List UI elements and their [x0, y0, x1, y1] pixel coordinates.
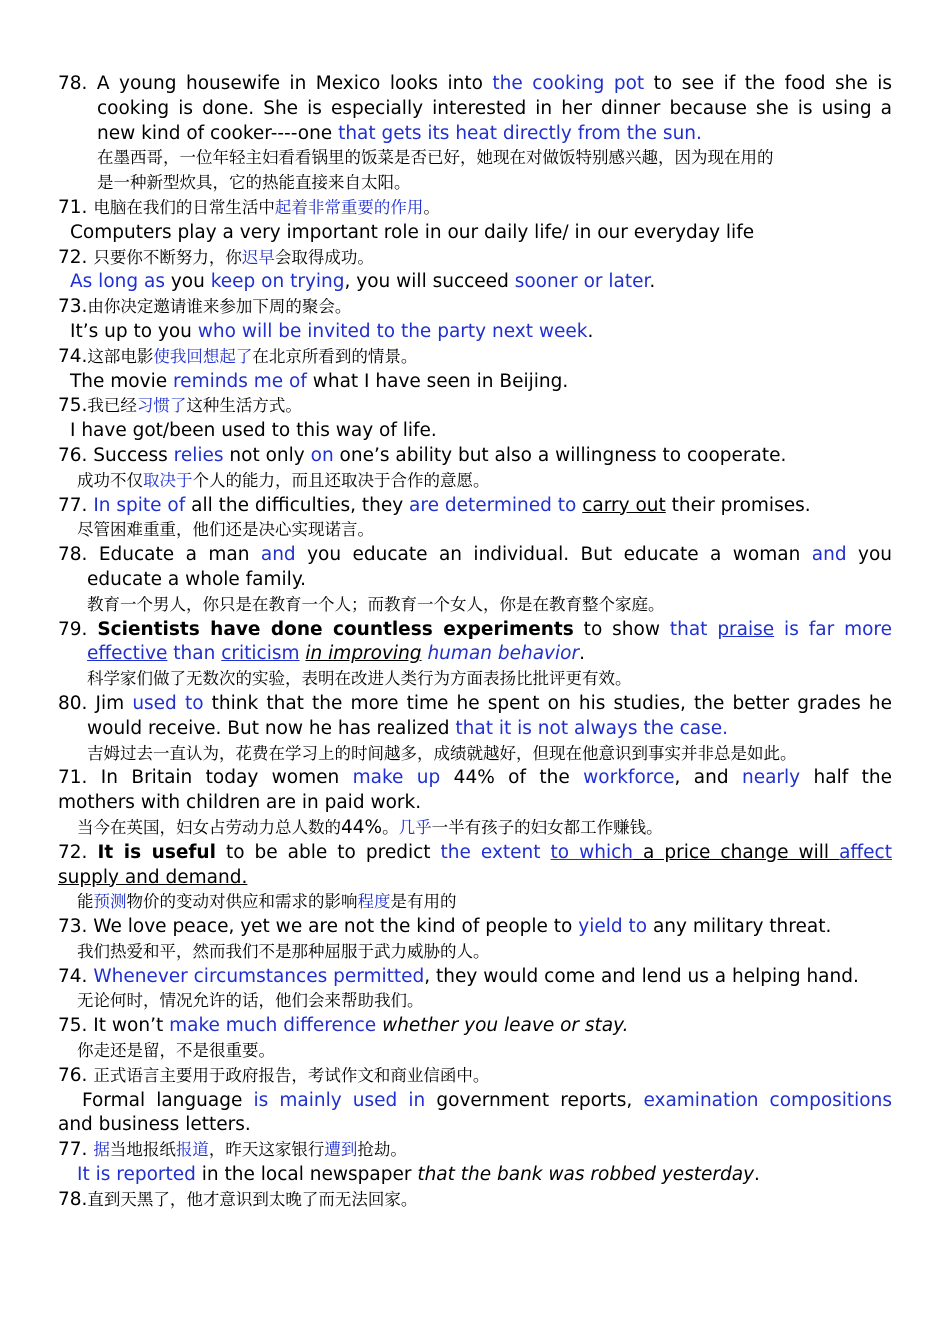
text-segment: a price change will [633, 841, 840, 863]
text-line [58, 72, 892, 97]
highlighted-phrase: 起着非常重要的作用 [274, 197, 424, 217]
text-segment: Formal language [82, 1089, 254, 1111]
text-line [58, 1113, 892, 1138]
text-segment: I have got/been used to this way of life. [70, 420, 437, 442]
text-segment: 73. We love peace, yet we are not the kind of people to [58, 916, 579, 938]
highlighted-phrase: the extent [440, 841, 541, 863]
text-segment: 成功不仅 [77, 470, 143, 490]
text-line [58, 1138, 892, 1163]
text-segment: 个人的能力，而且还取决于合作的意愿。 [192, 470, 490, 490]
text-segment: you educate an individual. But educate a woman [295, 544, 812, 566]
text-segment: 只要你不断努力，你 [93, 247, 242, 267]
text-segment: 44% [341, 816, 383, 838]
text-line [58, 1089, 892, 1114]
text-segment: , they would come and lend us a helping hand. [424, 965, 859, 987]
text-line [58, 742, 892, 767]
text-segment: 抢劫。 [357, 1140, 407, 1160]
text-segment: 电脑在我们的日常生活中 [93, 197, 275, 217]
highlighted-phrase: to which [550, 841, 634, 863]
highlighted-phrase: is far more [774, 618, 892, 640]
text-line [58, 97, 892, 122]
text-segment: 能 [77, 892, 94, 912]
text-line [58, 791, 892, 816]
highlighted-phrase: examination compositions [643, 1089, 892, 1111]
text-segment: 科学家们做了无数次的实验，表明在改进人类行为方面表扬比批评更有效。 [87, 669, 632, 689]
text-line [58, 1014, 892, 1039]
text-line [58, 866, 892, 891]
text-segment: 由你决定邀请谁来参加下周的聚会。 [87, 297, 352, 317]
text-line [58, 494, 892, 519]
highlighted-phrase: that gets its heat directly from the sun. [338, 122, 702, 144]
text-segment: 77. [58, 1139, 94, 1161]
text-segment: 74. [58, 965, 94, 987]
text-line [58, 370, 892, 395]
text-segment: 当地报纸 [109, 1140, 176, 1160]
text-segment: 71. In Britain today women [58, 767, 353, 789]
text-segment: 76. [58, 1064, 94, 1086]
highlighted-phrase: In spite of [93, 494, 186, 516]
text-segment: 75. It won’t [58, 1015, 170, 1037]
highlighted-phrase: workforce [583, 767, 675, 789]
text-segment: Scientists have done countless experiments [97, 618, 574, 640]
text-segment: government reports, [425, 1089, 644, 1111]
text-line [58, 320, 892, 345]
text-segment: to be able to predict [215, 841, 441, 863]
text-segment: not only [223, 444, 311, 466]
highlighted-phrase: the cooking pot [492, 73, 645, 94]
text-line [58, 989, 892, 1014]
text-segment: 72. [58, 841, 98, 863]
text-segment: educate a whole family. [87, 568, 307, 590]
text-segment: Computers play a very important role in our daily life/ in our everyday life [70, 221, 755, 243]
text-line [58, 196, 892, 221]
text-segment: their promises. [665, 494, 811, 516]
text-segment: you [846, 544, 892, 566]
text-segment: . [587, 320, 594, 342]
highlighted-phrase: who will be invited to the party next week [197, 320, 588, 342]
text-segment: cooking is done. She is especially interested in her dinner because she is using a [97, 97, 892, 119]
text-segment: 当今在英国，妇女占劳动力总人数的 [77, 817, 341, 837]
text-segment: all the difficulties, they [185, 494, 410, 516]
text-segment: that the bank was robbed yesterday [417, 1164, 755, 1186]
highlighted-phrase: that [455, 717, 493, 739]
text-line [58, 692, 892, 717]
text-segment [541, 842, 551, 863]
text-line [58, 915, 892, 940]
text-segment: in the local newspaper [195, 1164, 418, 1186]
text-segment: 会取得成功。 [274, 247, 374, 267]
highlighted-phrase: As long as [70, 271, 165, 293]
highlighted-phrase: 遭到 [324, 1140, 358, 1160]
highlighted-phrase: on [310, 444, 334, 466]
text-segment: supply and demand. [58, 866, 248, 888]
highlighted-phrase: that [669, 618, 708, 640]
text-segment: 正式语言主要用于政府报告，考试作文和商业信函中。 [93, 1065, 490, 1085]
highlighted-phrase: 迟早 [241, 247, 275, 267]
text-segment: you [164, 271, 211, 293]
text-segment: 78. A young housewife in Mexico looks into [58, 73, 493, 94]
text-line [58, 122, 892, 147]
text-segment: 你走还是留，不是很重要。 [77, 1041, 275, 1061]
highlighted-phrase: and [260, 544, 296, 566]
text-line [58, 221, 892, 246]
text-segment: 80. Jim [58, 692, 133, 714]
text-segment: 我们热爱和平，然而我们不是那种屈服于武力威胁的人。 [77, 941, 490, 961]
text-line [58, 518, 892, 543]
text-segment: 教育一个男人，你只是在教育一个人；而教育一个女人，你是在教育整个家庭。 [87, 594, 665, 614]
highlighted-phrase: 据 [93, 1140, 110, 1160]
text-segment: half the [800, 767, 892, 789]
text-segment: 44% of the [440, 767, 584, 789]
highlighted-phrase: affect [839, 841, 892, 863]
text-segment: 74. [58, 345, 88, 367]
text-line [58, 667, 892, 692]
text-segment: 无论何时，情况允许的话，他们会来帮助我们。 [77, 991, 424, 1011]
text-line [58, 1064, 892, 1089]
text-segment: . [754, 1164, 760, 1186]
text-line [58, 890, 892, 915]
highlighted-phrase: 取决于 [143, 470, 193, 490]
text-line [58, 543, 892, 568]
highlighted-phrase: sooner or later [514, 271, 650, 293]
highlighted-phrase: praise [717, 618, 775, 640]
text-segment: 78. Educate a man [58, 544, 261, 566]
text-segment: It is useful [97, 841, 216, 863]
highlighted-phrase: criticism [221, 643, 300, 665]
text-segment: to see if the food she is [644, 73, 892, 94]
text-line [58, 940, 892, 965]
text-segment: , you will succeed [344, 271, 515, 293]
text-line [58, 345, 892, 370]
highlighted-phrase: 程度 [357, 892, 391, 912]
text-line [58, 419, 892, 444]
text-segment: mothers with children are in paid work. [58, 792, 422, 814]
highlighted-phrase: 报道 [175, 1140, 209, 1160]
text-line [58, 717, 892, 742]
text-line [58, 593, 892, 618]
text-segment: , and [674, 767, 742, 789]
text-segment: 我已经 [87, 396, 137, 416]
highlighted-phrase: human behavior [427, 643, 580, 665]
highlighted-phrase: than [167, 643, 222, 665]
text-segment: and business letters. [58, 1114, 251, 1136]
text-line [58, 394, 892, 419]
text-line [58, 146, 892, 171]
text-segment: 是有用的 [390, 892, 457, 912]
text-segment: 。 [382, 817, 399, 837]
text-line [58, 965, 892, 990]
text-line [58, 246, 892, 271]
highlighted-phrase: make much difference [169, 1015, 377, 1037]
highlighted-phrase: used to [132, 692, 204, 714]
text-segment: 吉姆过去一直认为，花费在学习上的时间越多，成绩就越好，但现在他意识到事实并非总是如此。 [87, 743, 797, 763]
highlighted-phrase: 几乎 [398, 817, 432, 837]
text-segment: carry out [582, 494, 666, 516]
highlighted-phrase: keep on trying [210, 271, 345, 293]
highlighted-phrase: Whenever circumstances permitted [93, 965, 425, 987]
text-segment: 一半有孩子的妇女都工作赚钱。 [431, 817, 663, 837]
text-segment: 76. Success [58, 444, 174, 466]
text-line [58, 295, 892, 320]
text-segment: . [649, 271, 656, 293]
text-segment: ，昨天这家银行 [208, 1140, 325, 1160]
highlighted-phrase: is mainly used in [253, 1089, 426, 1111]
text-segment: in improving [305, 643, 422, 665]
text-segment: any military threat. [647, 916, 832, 938]
text-segment: 72. [58, 246, 94, 268]
text-segment: 是一种新型炊具，它的热能直接来自太阳。 [97, 173, 411, 193]
highlighted-phrase: are determined to [409, 494, 577, 516]
text-segment: 物价的变动对供应和需求的影响 [126, 892, 358, 912]
document-body [58, 72, 892, 1213]
highlighted-phrase: 预测 [93, 892, 127, 912]
highlighted-phrase: 习惯了 [136, 396, 187, 416]
text-segment: 。 [423, 197, 440, 217]
text-line [58, 469, 892, 494]
text-segment: one’s ability but also a willingness to cooperate. [333, 444, 787, 466]
text-line [58, 171, 892, 196]
text-segment [707, 619, 717, 640]
text-segment: 直到天黑了，他才意识到太晚了而无法回家。 [87, 1189, 418, 1209]
highlighted-phrase: nearly [741, 767, 801, 789]
text-line [58, 841, 892, 866]
highlighted-phrase: relies [173, 444, 224, 466]
text-line [58, 1039, 892, 1064]
text-segment: new kind of cooker----one [97, 122, 339, 144]
text-segment: 79. [58, 618, 98, 640]
text-segment: 78. [58, 1188, 88, 1210]
highlighted-phrase: and [811, 544, 847, 566]
highlighted-phrase: It is reported [77, 1164, 196, 1186]
text-line [58, 618, 892, 643]
text-segment: 这种生活方式。 [186, 396, 302, 416]
highlighted-phrase: effective [87, 643, 168, 665]
highlighted-phrase: it is not always the case. [498, 717, 729, 739]
text-line [58, 1188, 892, 1213]
text-line [58, 642, 892, 667]
text-segment: to show [573, 618, 670, 640]
text-segment: would receive. But now he has realized [87, 717, 456, 739]
text-segment: It’s up to you [70, 320, 198, 342]
text-line [58, 1163, 892, 1188]
text-segment: 77. [58, 494, 94, 516]
text-segment: 71. [58, 196, 94, 218]
text-segment: 73. [58, 296, 88, 318]
highlighted-phrase: 使我回想起了 [153, 346, 253, 366]
highlighted-phrase: yield to [578, 916, 648, 938]
text-segment: whether you leave or stay. [382, 1015, 629, 1037]
text-segment: what I have seen in Beijing. [306, 370, 569, 392]
text-segment: 75. [58, 395, 88, 417]
text-line [58, 766, 892, 791]
text-segment: think that the more time he spent on his studies, the better grades he [203, 692, 892, 714]
text-line [58, 816, 892, 841]
text-segment: The movie [70, 370, 173, 392]
text-line [58, 444, 892, 469]
highlighted-phrase: reminds me of [172, 370, 307, 392]
text-segment: 这部电影 [87, 346, 154, 366]
text-line [58, 568, 892, 593]
text-segment: . [579, 643, 585, 665]
text-segment: 在北京所看到的情景。 [252, 346, 418, 366]
text-line [58, 270, 892, 295]
highlighted-phrase: make up [352, 767, 441, 789]
text-segment: 在墨西哥，一位年轻主妇看看锅里的饭菜是否已好，她现在对做饭特别感兴趣，因为现在用的 [97, 148, 774, 168]
text-segment: 尽管困难重重，他们还是决心实现诺言。 [77, 520, 374, 540]
